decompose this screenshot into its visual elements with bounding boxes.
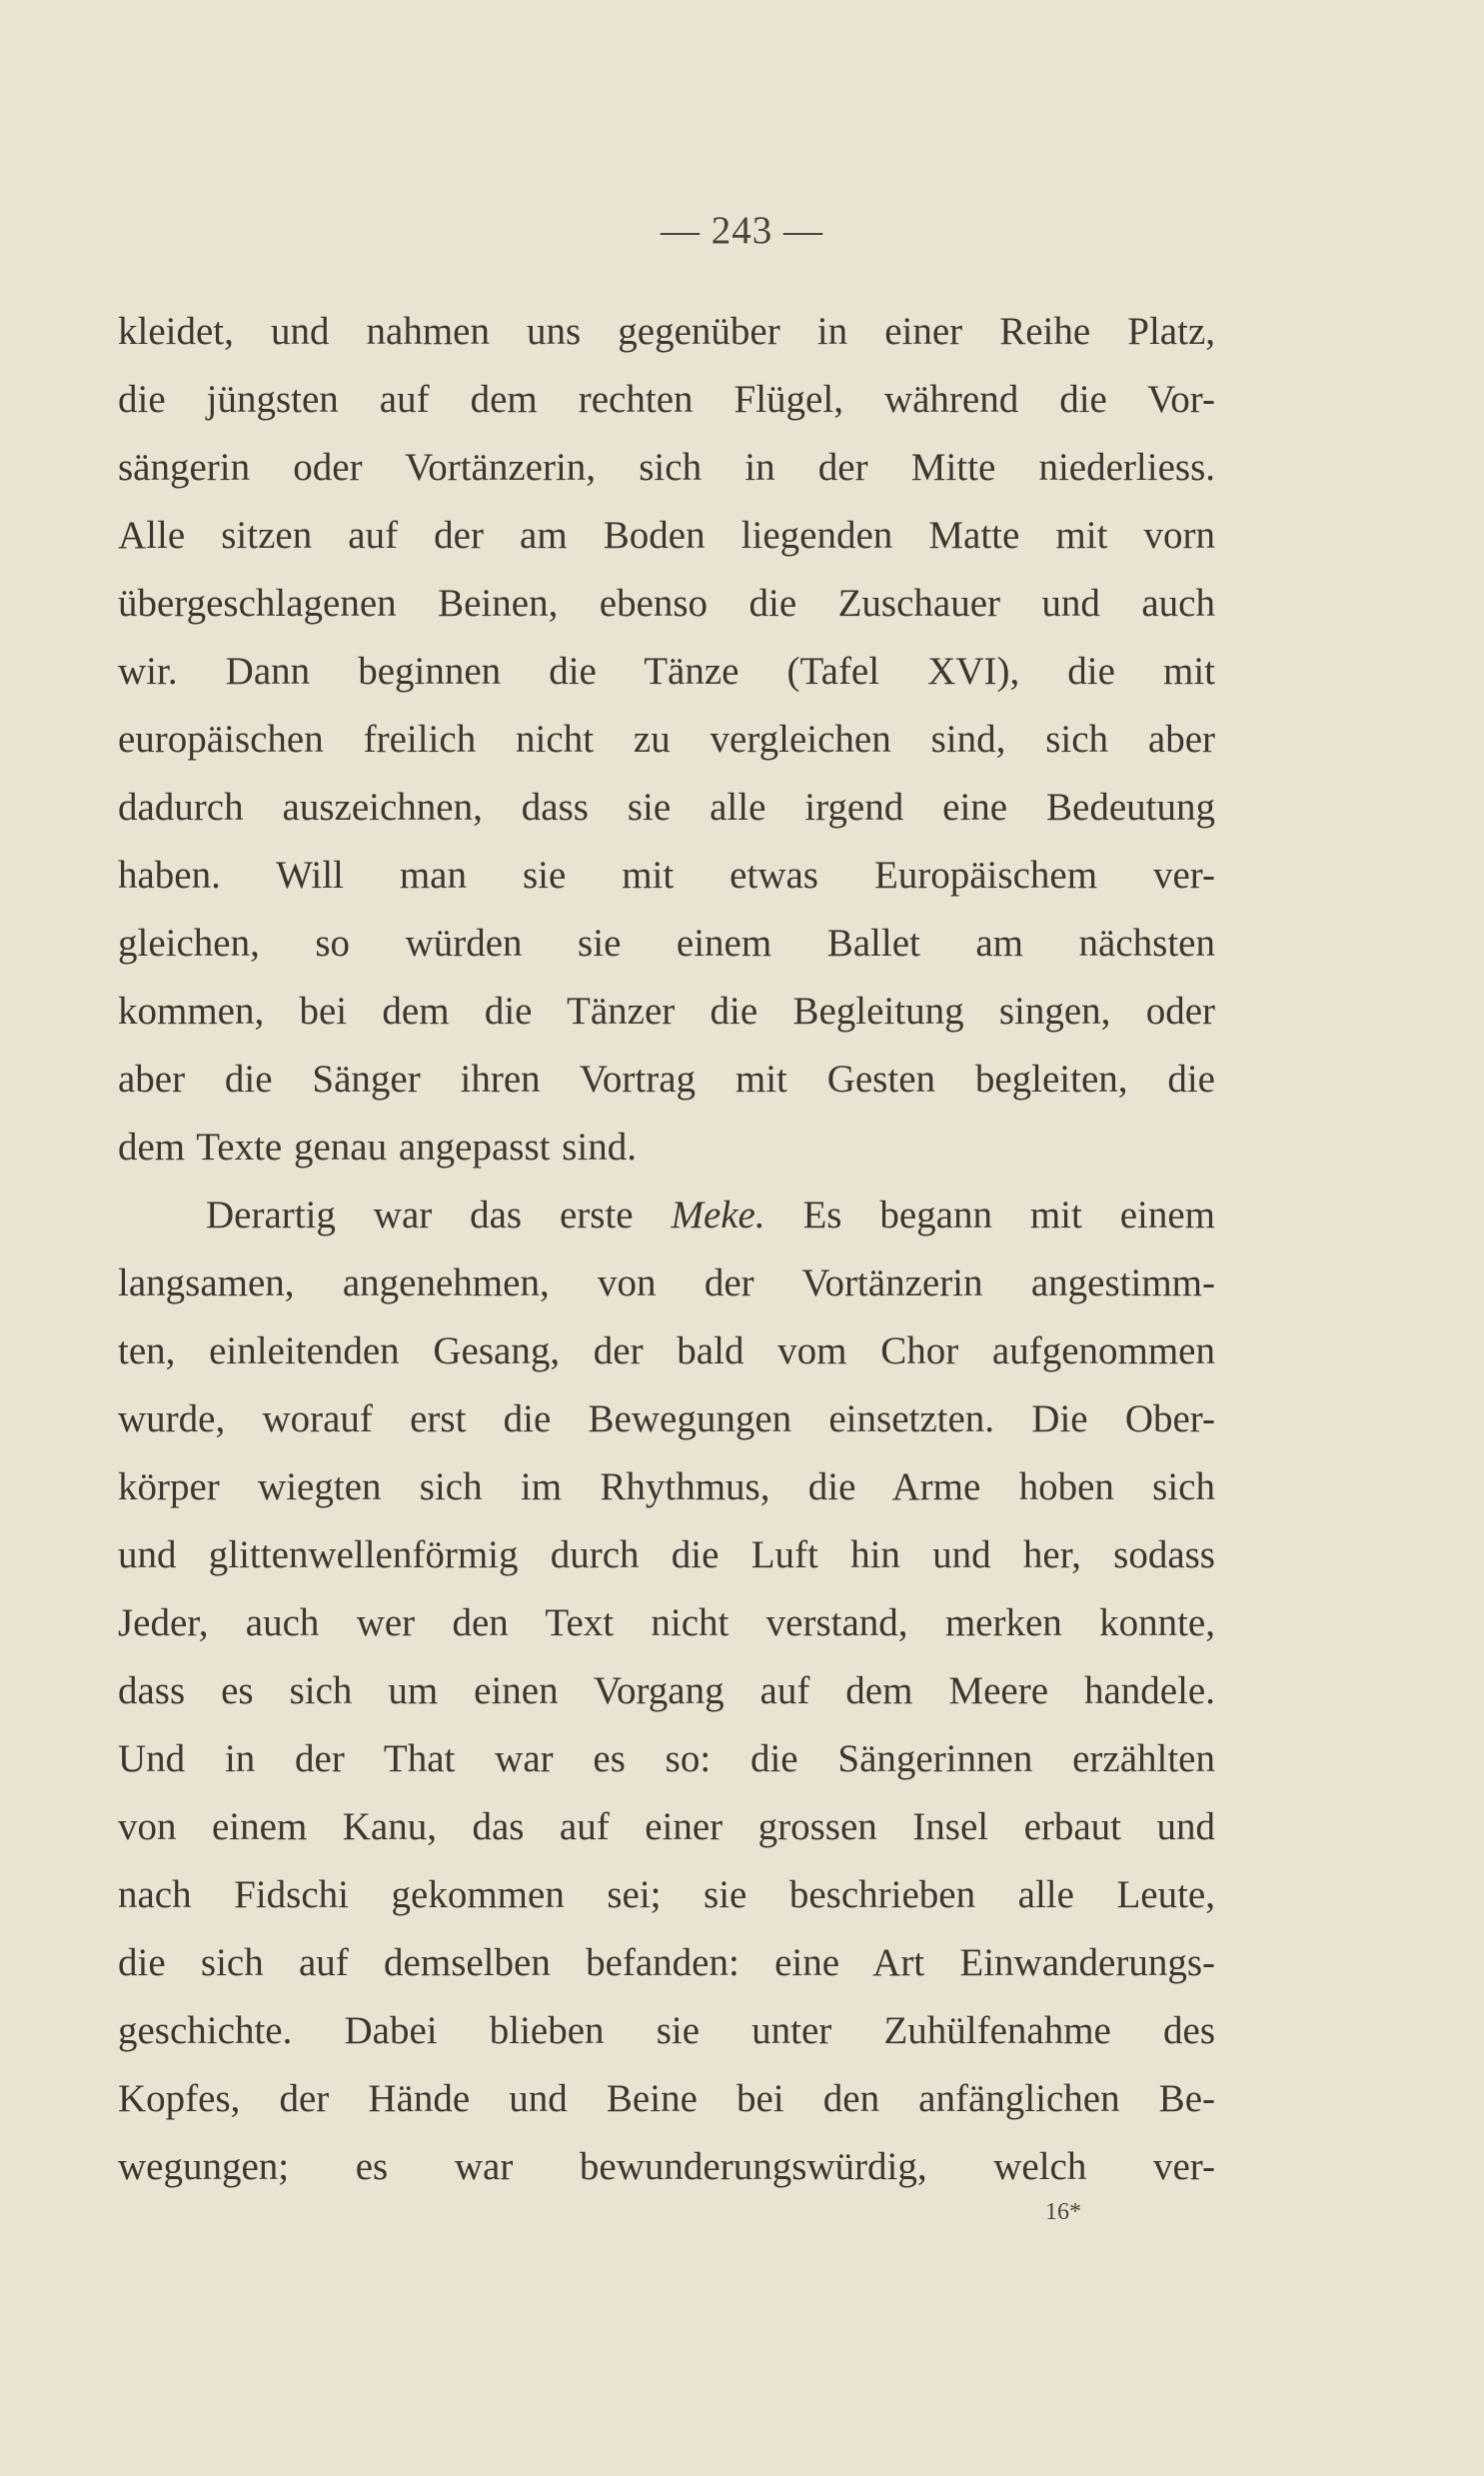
page-number-header: — 243 — xyxy=(661,209,823,252)
text-line: aber die Sänger ihren Vortrag mit Gesten begleiten, die xyxy=(118,1058,1215,1101)
paragraph-start-line xyxy=(118,1182,1215,1249)
text-line: gleichen, so würden sie einem Ballet am nächsten xyxy=(118,922,1215,965)
text-line: dadurch auszeichnen, dass sie alle irgend eine Bedeutung xyxy=(118,786,1215,829)
text-line: Kopfes, der Hände und Beine bei den anfänglichen Be- xyxy=(118,2077,1215,2120)
paragraph-end-line: dem Texte genau angepasst sind. xyxy=(118,1126,637,1169)
text-line: wegungen; es war bewunderungswürdig, welch ver- xyxy=(118,2145,1215,2188)
text-line: wurde, worauf erst die Bewegungen einsetzten. Die Ober- xyxy=(118,1397,1215,1440)
body-text xyxy=(118,298,1215,2201)
text-line: übergeschlagenen Beinen, ebenso die Zuschauer und auch xyxy=(118,582,1215,625)
text-line: geschichte. Dabei blieben sie unter Zuhülfenahme des xyxy=(118,2009,1215,2052)
text-line: haben. Will man sie mit etwas Europäischem ver- xyxy=(118,854,1215,897)
text-line: und glittenwellenförmig durch die Luft hin und her, sodass xyxy=(118,1533,1215,1576)
text-line: ten, einleitenden Gesang, der bald vom Chor aufgenommen xyxy=(118,1329,1215,1372)
text-line: Jeder, auch wer den Text nicht verstand, merken konnte, xyxy=(118,1601,1215,1644)
paragraph-start-text: Derartig war das erste xyxy=(206,1194,672,1237)
text-line: die sich auf demselben befanden: eine Art Einwanderungs- xyxy=(118,1941,1215,1984)
text-line: sängerin oder Vortänzerin, sich in der Mitte niederliess. xyxy=(118,446,1215,489)
text-line: die jüngsten auf dem rechten Flügel, während die Vor- xyxy=(118,378,1215,421)
text-line: von einem Kanu, das auf einer grossen Insel erbaut und xyxy=(118,1805,1215,1848)
italic-term-meke: Meke. xyxy=(671,1194,765,1237)
text-line: kommen, bei dem die Tänzer die Begleitung singen, oder xyxy=(118,990,1215,1033)
text-line: langsamen, angenehmen, von der Vortänzerin angestimm- xyxy=(118,1261,1215,1304)
printer-signature-mark: 16* xyxy=(1045,2199,1081,2225)
text-line: dass es sich um einen Vorgang auf dem Meere handele. xyxy=(118,1669,1215,1712)
text-line: wir. Dann beginnen die Tänze (Tafel XVI), die mit xyxy=(118,650,1215,693)
paragraph-start-continuation: Es begann mit einem xyxy=(764,1194,1215,1237)
text-line: nach Fidschi gekommen sei; sie beschrieben alle Leute, xyxy=(118,1873,1215,1916)
text-line: körper wiegten sich im Rhythmus, die Arme hoben sich xyxy=(118,1465,1215,1508)
text-line: Alle sitzen auf der am Boden liegenden Matte mit vorn xyxy=(118,514,1215,557)
text-line: europäischen freilich nicht zu vergleichen sind, sich aber xyxy=(118,718,1215,761)
text-line: Und in der That war es so: die Sängerinnen erzählten xyxy=(118,1737,1215,1780)
text-line: kleidet, und nahmen uns gegenüber in einer Reihe Platz, xyxy=(118,310,1215,353)
